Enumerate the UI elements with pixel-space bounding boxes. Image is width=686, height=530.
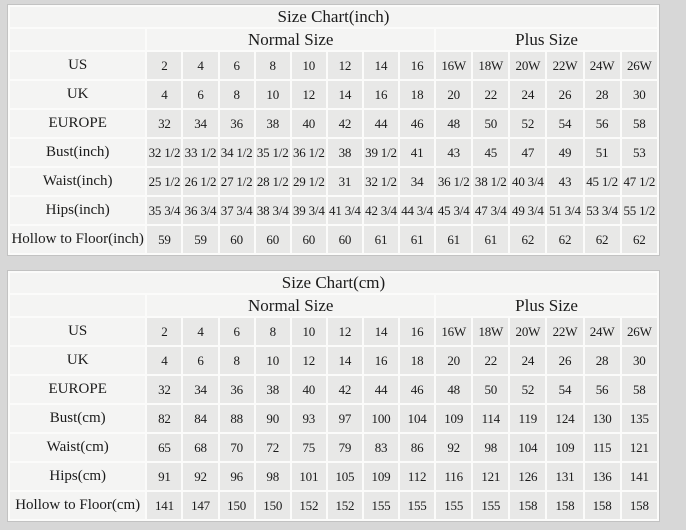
table-row (10, 492, 657, 519)
size-value-cell: 10 (292, 318, 326, 345)
size-value-cell: 34 (183, 110, 217, 137)
size-value-cell: 14 (364, 52, 398, 79)
size-value-cell: 59 (183, 226, 217, 253)
size-value-cell: 34 (183, 376, 217, 403)
size-value-cell: 37 3/4 (220, 197, 254, 224)
size-value-cell: 109 (547, 434, 582, 461)
size-value-cell: 60 (292, 226, 326, 253)
size-value-cell: 62 (585, 226, 620, 253)
size-value-cell: 54 (547, 376, 582, 403)
size-value-cell: 29 1/2 (292, 168, 326, 195)
table-row (10, 110, 657, 137)
size-value-cell: 20 (436, 347, 471, 374)
size-value-cell: 42 (328, 110, 362, 137)
size-value-cell: 10 (256, 81, 290, 108)
size-value-cell: 61 (400, 226, 434, 253)
size-value-cell: 48 (436, 110, 471, 137)
size-value-cell: 50 (473, 110, 508, 137)
size-value-cell: 88 (220, 405, 254, 432)
size-value-cell: 31 (328, 168, 362, 195)
size-value-cell: 105 (328, 463, 362, 490)
size-value-cell: 83 (364, 434, 398, 461)
table-row (10, 405, 657, 432)
size-value-cell: 152 (328, 492, 362, 519)
table-row (10, 52, 657, 79)
size-value-cell: 20W (510, 318, 545, 345)
normal-size-header: Normal Size (147, 295, 434, 316)
size-value-cell: 58 (622, 376, 657, 403)
size-value-cell: 112 (400, 463, 434, 490)
size-value-cell: 114 (473, 405, 508, 432)
size-value-cell: 38 (256, 110, 290, 137)
size-value-cell: 42 (328, 376, 362, 403)
size-value-cell: 61 (473, 226, 508, 253)
size-value-cell: 54 (547, 110, 582, 137)
row-label: UK (10, 347, 145, 374)
size-value-cell: 10 (256, 347, 290, 374)
normal-size-header: Normal Size (147, 29, 434, 50)
corner-cell (10, 295, 145, 316)
size-value-cell: 40 (292, 110, 326, 137)
size-value-cell: 90 (256, 405, 290, 432)
title-row (10, 7, 657, 27)
size-value-cell: 16W (436, 52, 471, 79)
size-value-cell: 32 1/2 (147, 139, 181, 166)
size-value-cell: 45 3/4 (436, 197, 471, 224)
size-value-cell: 4 (147, 347, 181, 374)
size-value-cell: 22W (547, 52, 582, 79)
size-value-cell: 40 (292, 376, 326, 403)
row-label: Waist(inch) (10, 168, 145, 195)
size-value-cell: 6 (183, 81, 217, 108)
size-value-cell: 91 (147, 463, 181, 490)
plus-size-header: Plus Size (436, 29, 657, 50)
size-value-cell: 44 (364, 376, 398, 403)
row-label: Hollow to Floor(inch) (10, 226, 145, 253)
size-value-cell: 52 (510, 110, 545, 137)
size-value-cell: 8 (256, 52, 290, 79)
size-value-cell: 84 (183, 405, 217, 432)
size-value-cell: 2 (147, 52, 181, 79)
table-row (10, 168, 657, 195)
size-value-cell: 97 (328, 405, 362, 432)
table-row (10, 139, 657, 166)
size-value-cell: 6 (220, 52, 254, 79)
size-value-cell: 27 1/2 (220, 168, 254, 195)
size-value-cell: 16 (364, 81, 398, 108)
size-value-cell: 96 (220, 463, 254, 490)
size-value-cell: 6 (183, 347, 217, 374)
size-value-cell: 18W (473, 318, 508, 345)
size-value-cell: 8 (220, 347, 254, 374)
size-value-cell: 18 (400, 81, 434, 108)
table-row (10, 376, 657, 403)
size-value-cell: 36 (220, 376, 254, 403)
size-value-cell: 20W (510, 52, 545, 79)
size-value-cell: 24W (585, 318, 620, 345)
size-value-cell: 22 (473, 81, 508, 108)
size-value-cell: 136 (585, 463, 620, 490)
size-value-cell: 32 (147, 110, 181, 137)
size-value-cell: 18 (400, 347, 434, 374)
size-value-cell: 47 (510, 139, 545, 166)
size-value-cell: 34 (400, 168, 434, 195)
size-value-cell: 32 (147, 376, 181, 403)
size-value-cell: 152 (292, 492, 326, 519)
size-value-cell: 65 (147, 434, 181, 461)
size-value-cell: 58 (622, 110, 657, 137)
table-row (10, 81, 657, 108)
size-value-cell: 60 (328, 226, 362, 253)
size-value-cell: 38 3/4 (256, 197, 290, 224)
table-row (10, 434, 657, 461)
size-value-cell: 12 (292, 347, 326, 374)
size-value-cell: 38 (256, 376, 290, 403)
size-value-cell: 158 (510, 492, 545, 519)
size-value-cell: 20 (436, 81, 471, 108)
size-value-cell: 25 1/2 (147, 168, 181, 195)
size-chart-cm-table (7, 270, 660, 522)
size-value-cell: 86 (400, 434, 434, 461)
table-row (10, 197, 657, 224)
size-value-cell: 4 (183, 318, 217, 345)
size-value-cell: 26 (547, 347, 582, 374)
size-value-cell: 52 (510, 376, 545, 403)
size-value-cell: 50 (473, 376, 508, 403)
size-value-cell: 43 (436, 139, 471, 166)
table-title: Size Chart(inch) (10, 7, 657, 27)
row-label: US (10, 318, 145, 345)
size-value-cell: 14 (364, 318, 398, 345)
size-value-cell: 36 1/2 (292, 139, 326, 166)
size-value-cell: 124 (547, 405, 582, 432)
size-value-cell: 68 (183, 434, 217, 461)
size-value-cell: 12 (328, 318, 362, 345)
size-value-cell: 56 (585, 376, 620, 403)
size-value-cell: 155 (400, 492, 434, 519)
size-value-cell: 60 (256, 226, 290, 253)
size-value-cell: 18W (473, 52, 508, 79)
size-value-cell: 43 (547, 168, 582, 195)
size-value-cell: 6 (220, 318, 254, 345)
size-value-cell: 8 (256, 318, 290, 345)
size-value-cell: 26 (547, 81, 582, 108)
size-value-cell: 35 3/4 (147, 197, 181, 224)
size-value-cell: 104 (510, 434, 545, 461)
row-label: Bust(cm) (10, 405, 145, 432)
size-value-cell: 45 (473, 139, 508, 166)
size-value-cell: 2 (147, 318, 181, 345)
size-value-cell: 141 (147, 492, 181, 519)
size-value-cell: 12 (292, 81, 326, 108)
size-value-cell: 16 (400, 52, 434, 79)
size-value-cell: 62 (510, 226, 545, 253)
size-value-cell: 46 (400, 110, 434, 137)
size-value-cell: 38 (328, 139, 362, 166)
size-value-cell: 39 1/2 (364, 139, 398, 166)
group-header-row (10, 29, 657, 50)
size-value-cell: 141 (622, 463, 657, 490)
size-value-cell: 49 3/4 (510, 197, 545, 224)
size-value-cell: 82 (147, 405, 181, 432)
size-value-cell: 115 (585, 434, 620, 461)
size-value-cell: 51 (585, 139, 620, 166)
size-value-cell: 150 (256, 492, 290, 519)
size-value-cell: 44 3/4 (400, 197, 434, 224)
size-value-cell: 4 (183, 52, 217, 79)
size-value-cell: 98 (473, 434, 508, 461)
group-header-row (10, 295, 657, 316)
size-value-cell: 51 3/4 (547, 197, 582, 224)
size-value-cell: 14 (328, 347, 362, 374)
size-value-cell: 53 3/4 (585, 197, 620, 224)
row-label: EUROPE (10, 376, 145, 403)
size-value-cell: 47 1/2 (622, 168, 657, 195)
size-value-cell: 70 (220, 434, 254, 461)
row-label: Hips(inch) (10, 197, 145, 224)
size-value-cell: 33 1/2 (183, 139, 217, 166)
size-value-cell: 126 (510, 463, 545, 490)
plus-size-header: Plus Size (436, 295, 657, 316)
size-value-cell: 75 (292, 434, 326, 461)
size-value-cell: 36 3/4 (183, 197, 217, 224)
size-value-cell: 104 (400, 405, 434, 432)
size-value-cell: 24 (510, 81, 545, 108)
size-value-cell: 42 3/4 (364, 197, 398, 224)
size-value-cell: 155 (436, 492, 471, 519)
size-value-cell: 41 3/4 (328, 197, 362, 224)
size-value-cell: 131 (547, 463, 582, 490)
size-value-cell: 47 3/4 (473, 197, 508, 224)
size-value-cell: 28 1/2 (256, 168, 290, 195)
table-row (10, 347, 657, 374)
size-value-cell: 30 (622, 347, 657, 374)
size-value-cell: 24W (585, 52, 620, 79)
size-value-cell: 28 (585, 81, 620, 108)
size-value-cell: 32 1/2 (364, 168, 398, 195)
size-chart-inch-table (7, 4, 660, 256)
size-value-cell: 135 (622, 405, 657, 432)
size-value-cell: 46 (400, 376, 434, 403)
corner-cell (10, 29, 145, 50)
size-value-cell: 36 (220, 110, 254, 137)
size-value-cell: 24 (510, 347, 545, 374)
row-label: EUROPE (10, 110, 145, 137)
size-value-cell: 22 (473, 347, 508, 374)
size-value-cell: 109 (436, 405, 471, 432)
size-value-cell: 92 (183, 463, 217, 490)
size-value-cell: 34 1/2 (220, 139, 254, 166)
size-value-cell: 22W (547, 318, 582, 345)
size-value-cell: 4 (147, 81, 181, 108)
size-value-cell: 16 (400, 318, 434, 345)
size-value-cell: 40 3/4 (510, 168, 545, 195)
row-label: Bust(inch) (10, 139, 145, 166)
size-value-cell: 16 (364, 347, 398, 374)
size-value-cell: 16W (436, 318, 471, 345)
size-value-cell: 8 (220, 81, 254, 108)
size-value-cell: 119 (510, 405, 545, 432)
size-value-cell: 158 (585, 492, 620, 519)
size-value-cell: 61 (364, 226, 398, 253)
size-value-cell: 62 (622, 226, 657, 253)
table-title: Size Chart(cm) (10, 273, 657, 293)
size-value-cell: 28 (585, 347, 620, 374)
size-value-cell: 26 1/2 (183, 168, 217, 195)
size-value-cell: 35 1/2 (256, 139, 290, 166)
row-label: Hollow to Floor(cm) (10, 492, 145, 519)
size-value-cell: 93 (292, 405, 326, 432)
size-value-cell: 130 (585, 405, 620, 432)
size-value-cell: 49 (547, 139, 582, 166)
row-label: Hips(cm) (10, 463, 145, 490)
size-value-cell: 121 (473, 463, 508, 490)
size-value-cell: 150 (220, 492, 254, 519)
size-value-cell: 30 (622, 81, 657, 108)
size-value-cell: 121 (622, 434, 657, 461)
size-value-cell: 41 (400, 139, 434, 166)
size-value-cell: 26W (622, 52, 657, 79)
size-value-cell: 56 (585, 110, 620, 137)
size-value-cell: 60 (220, 226, 254, 253)
size-value-cell: 155 (473, 492, 508, 519)
row-label: UK (10, 81, 145, 108)
size-value-cell: 155 (364, 492, 398, 519)
size-value-cell: 10 (292, 52, 326, 79)
size-value-cell: 62 (547, 226, 582, 253)
size-value-cell: 100 (364, 405, 398, 432)
size-value-cell: 45 1/2 (585, 168, 620, 195)
size-value-cell: 92 (436, 434, 471, 461)
size-value-cell: 98 (256, 463, 290, 490)
size-value-cell: 38 1/2 (473, 168, 508, 195)
size-value-cell: 48 (436, 376, 471, 403)
size-value-cell: 59 (147, 226, 181, 253)
size-value-cell: 109 (364, 463, 398, 490)
size-value-cell: 116 (436, 463, 471, 490)
size-value-cell: 158 (547, 492, 582, 519)
table-row (10, 226, 657, 253)
row-label: Waist(cm) (10, 434, 145, 461)
table-row (10, 318, 657, 345)
size-value-cell: 26W (622, 318, 657, 345)
title-row (10, 273, 657, 293)
size-value-cell: 55 1/2 (622, 197, 657, 224)
size-value-cell: 79 (328, 434, 362, 461)
size-value-cell: 72 (256, 434, 290, 461)
size-value-cell: 44 (364, 110, 398, 137)
row-label: US (10, 52, 145, 79)
size-value-cell: 101 (292, 463, 326, 490)
size-value-cell: 36 1/2 (436, 168, 471, 195)
size-value-cell: 12 (328, 52, 362, 79)
size-value-cell: 158 (622, 492, 657, 519)
size-value-cell: 61 (436, 226, 471, 253)
size-value-cell: 53 (622, 139, 657, 166)
size-value-cell: 39 3/4 (292, 197, 326, 224)
size-value-cell: 147 (183, 492, 217, 519)
table-row (10, 463, 657, 490)
size-value-cell: 14 (328, 81, 362, 108)
